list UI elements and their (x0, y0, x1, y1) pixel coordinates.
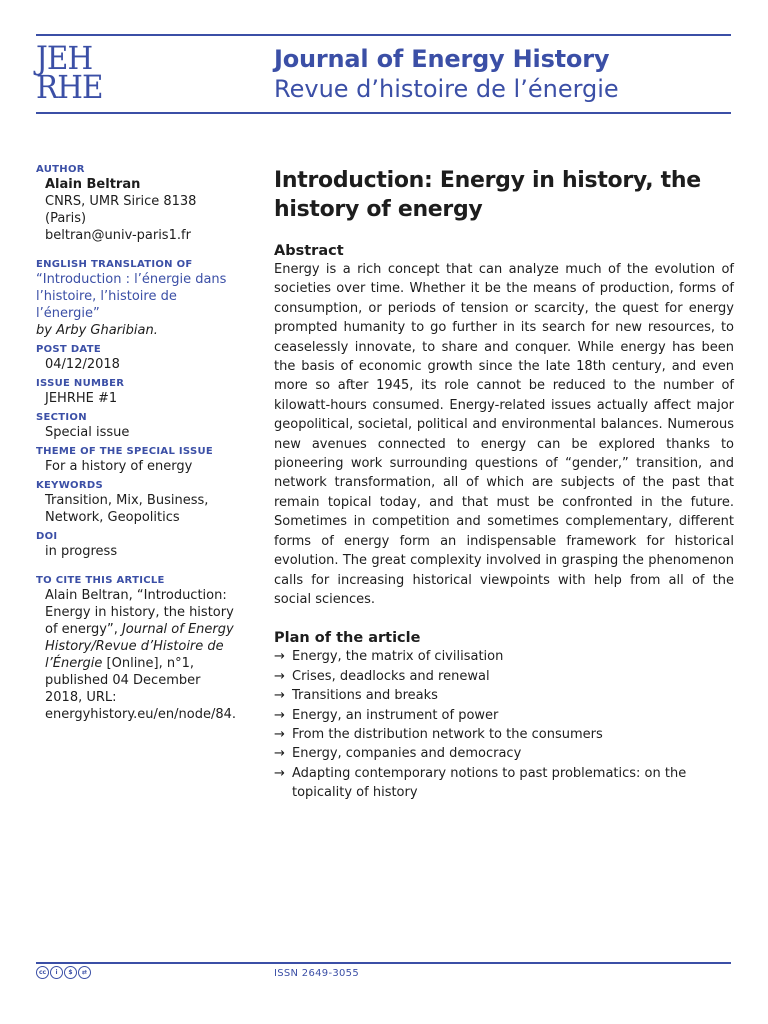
arrow-right-icon: → (274, 765, 285, 781)
arrow-right-icon: → (274, 707, 285, 723)
author-name: Alain Beltran (45, 177, 141, 192)
issue-number: JEHRHE #1 (45, 391, 118, 406)
journal-title (274, 44, 619, 104)
plan-item: → From the distribution network to the consumers (274, 725, 734, 744)
plan-item: → Energy, the matrix of civilisation (274, 647, 734, 666)
logo-line-2: RHE (36, 68, 103, 106)
nc-icon: $ (64, 966, 77, 979)
arrow-right-icon: → (274, 668, 285, 684)
logo-line-1: JEH (36, 39, 93, 77)
cc-icon: cc (36, 966, 49, 979)
doi-value: in progress (45, 544, 118, 559)
sa-icon: ⇄ (78, 966, 91, 979)
journal-title-en: Journal of Energy History (274, 45, 610, 73)
plan-item: → Energy, companies and democracy (274, 744, 734, 763)
section-value: Special issue (45, 425, 130, 440)
plan-item: → Adapting contemporary notions to past problematics: on the topicality of history (274, 765, 687, 801)
journal-title-fr: Revue d’histoire de l’énergie (274, 75, 619, 103)
journal-logo (36, 39, 108, 106)
plan-item: → Transitions and breaks (274, 686, 734, 705)
translator: by Arby Gharibian. (36, 323, 158, 338)
plan-item: → Crises, deadlocks and renewal (274, 667, 734, 686)
issue-label: ISSUE NUMBER (36, 378, 125, 389)
plan-heading: Plan of the article (274, 630, 421, 647)
post-date: 04/12/2018 (45, 357, 120, 372)
footer-rule (36, 962, 731, 964)
arrow-right-icon: → (274, 688, 285, 704)
article-metadata (36, 163, 241, 723)
author-label: AUTHOR (36, 164, 85, 175)
keywords-value: Transition, Mix, Business, Network, Geopolitics (45, 493, 209, 525)
translation-label: ENGLISH TRANSLATION OF (36, 259, 193, 270)
arrow-right-icon: → (274, 746, 285, 762)
article-title: Introduction: Energy in history, the history of energy (274, 168, 701, 222)
citation-journal: Journal of Energy History/Revue d’Histoire de l’Énergie (45, 622, 234, 671)
abstract-heading: Abstract (274, 243, 344, 259)
author-affiliation: CNRS, UMR Sirice 8138 (Paris) (45, 194, 197, 226)
plan-item: → Energy, an instrument of power (274, 706, 734, 725)
citation-part-1: Alain Beltran, “Introduction: Energy in history, the history of energy”, (45, 588, 234, 637)
doi-label: DOI (36, 531, 58, 542)
author-email[interactable]: beltran@univ-paris1.fr (45, 228, 191, 243)
arrow-right-icon: → (274, 649, 285, 665)
issn: ISSN 2649-3055 (274, 968, 360, 979)
by-icon: i (50, 966, 63, 979)
plan-list (274, 647, 734, 802)
section-label: SECTION (36, 412, 87, 423)
citation-part-2: [Online], n°1, published 04 December 2018, URL: energyhistory.eu/en/node/84. (45, 656, 237, 722)
arrow-right-icon: → (274, 726, 285, 742)
abstract (274, 260, 734, 609)
theme-value: For a history of energy (45, 459, 193, 474)
post-date-label: POST DATE (36, 344, 101, 355)
header-rule (36, 112, 731, 114)
top-rule (36, 34, 731, 36)
cite-label: TO CITE THIS ARTICLE (36, 575, 165, 586)
theme-label: THEME OF THE SPECIAL ISSUE (36, 446, 214, 457)
abstract-text: Energy is a rich concept that can analyze much of the evolution of societies over time. Whether it be the means of production, forms of consumption, or periods of tension or scarcity, the quest for energy prompted humanity to go further in its search for new resources, to ceaselessly innovate, to share and conquer. While energy has been the basis of economic growth since the late 18th century, and even more so after 1945, its role cannot be reduced to the number of kilowatt-hours consumed. Energy-related issues actually affect major geopolitical, societal, political and environmental balances. Numerous new avenues connected to energy can be explored thanks to pioneering work surrounding questions of “gender,” transition, and network transformation, all of which are subjects of the past that remain topical today, and that must be confronted in the future. Sometimes in competition and sometimes complementary, different forms of energy form an indispensable framework for historical evolution. The great complexity involved in grasping the phenomenon calls for increasing historical viewpoints with help from all of the social sciences. (274, 262, 734, 607)
citation (36, 587, 241, 723)
license-badge (36, 966, 91, 979)
article-main (274, 166, 734, 803)
translation-link[interactable]: “Introduction : l’énergie dans l’histoire, l’histoire de l’énergie” (36, 272, 227, 321)
keywords-label: KEYWORDS (36, 480, 103, 491)
